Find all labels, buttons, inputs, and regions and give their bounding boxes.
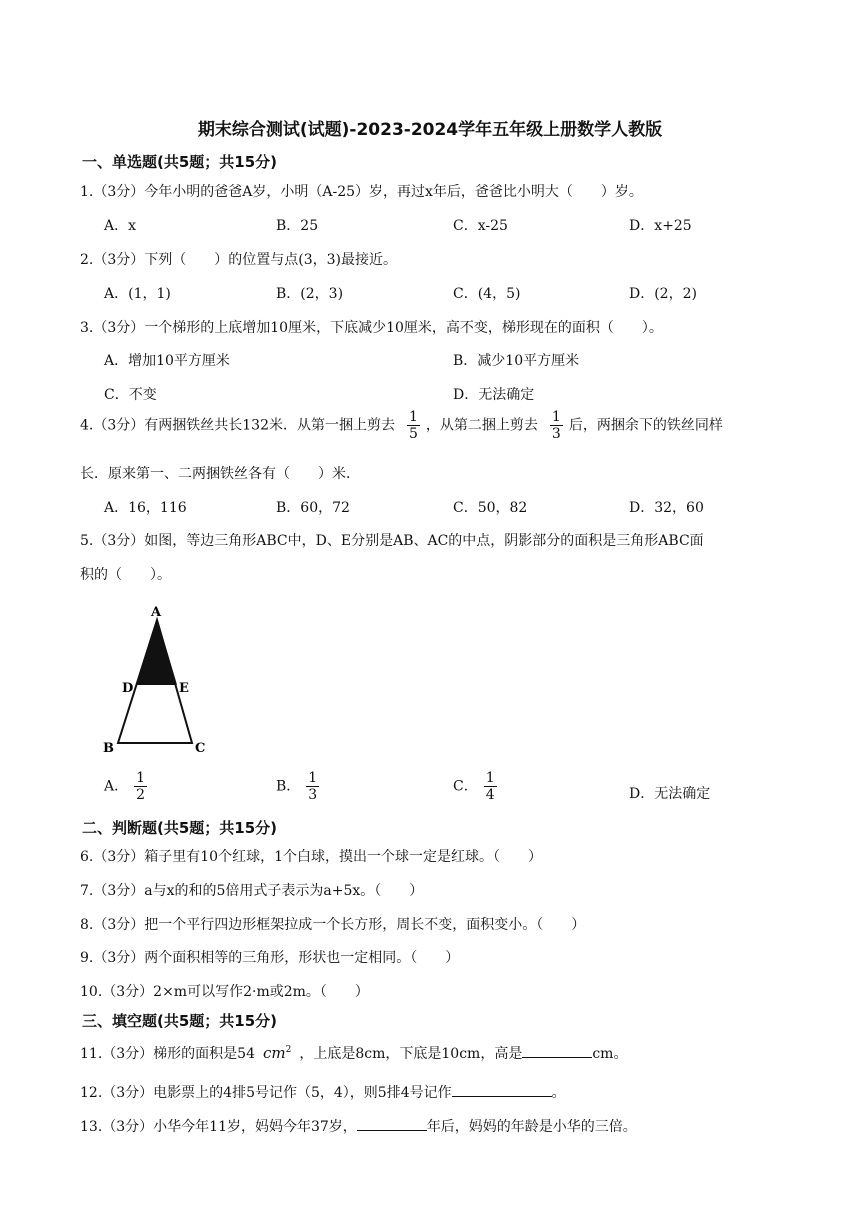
- q12-answer-blank[interactable]: [452, 1082, 552, 1097]
- vertex-label-c: C: [195, 741, 206, 756]
- q5-option-c: C． $\frac{1}{4}$: [453, 770, 495, 804]
- q4-option-a: A．16，116: [104, 500, 187, 516]
- question-13: [80, 1116, 637, 1136]
- q2-option-c: C．(4，5): [453, 286, 521, 302]
- q11-text-part3: cm。: [592, 1046, 628, 1062]
- question-9: 9.（3分）两个面积相等的三角形，形状也一定相同。（ ）: [80, 950, 460, 966]
- q4-text-part1: 4.（3分）有两捆铁丝共长132米．从第一捆上剪去: [80, 417, 395, 434]
- q4-fraction-1: [407, 409, 420, 442]
- question-2: 2.（3分）下列（ ）的位置与点(3，3)最接近。: [80, 252, 398, 268]
- question-8: 8.（3分）把一个平行四边形框架拉成一个长方形，周长不变，面积变小。（ ）: [80, 917, 586, 933]
- question-12: [80, 1082, 566, 1102]
- vertex-label-e: E: [179, 681, 189, 696]
- q11-text-part2: ，上底是8cm，下底是10cm，高是: [299, 1046, 523, 1062]
- question-4-line-2: 长．原来第一、二两捆铁丝各有（ ）米．: [80, 466, 360, 482]
- q2-option-b: B．(2，3): [276, 286, 344, 302]
- q4-fraction-1-denominator: 5: [409, 426, 418, 443]
- question-10: 10.（3分）2×m可以写作2·m或2m。（ ）: [80, 984, 369, 1000]
- unit-square-cm: $cm^2$: [263, 1044, 292, 1062]
- section-heading-true-false: 二、判断题(共5题；共15分): [82, 819, 278, 837]
- vertex-label-b: B: [103, 741, 114, 756]
- q5-option-d: D．无法确定: [629, 786, 711, 802]
- q4-text-part3: 后，两捆余下的铁丝同样: [568, 417, 723, 434]
- q13-answer-blank[interactable]: [357, 1116, 427, 1131]
- q5-option-a-fraction: $\frac{1}{2}$: [136, 770, 146, 804]
- question-5-line-2: 积的（ ）。: [80, 567, 171, 583]
- q5-option-c-fraction: $\frac{1}{4}$: [485, 770, 495, 804]
- q1-option-c: C．x-25: [453, 218, 508, 234]
- q1-option-b: B．25: [276, 218, 319, 234]
- vertex-label-a: A: [151, 605, 162, 620]
- q5-option-b: B． $\frac{1}{3}$: [276, 770, 318, 804]
- question-7: 7.（3分）a与x的和的5倍用式子表示为a+5x。（ ）: [80, 883, 424, 899]
- q4-fraction-2-numerator: 1: [551, 409, 561, 425]
- question-4-line-1: [80, 409, 723, 442]
- q3-option-a: A．增加10平方厘米: [104, 353, 230, 369]
- q4-option-d: D．32，60: [629, 500, 704, 516]
- q12-text-part1: 12.（3分）电影票上的4排5号记作（5，4），则5排4号记作: [80, 1085, 452, 1101]
- section-heading-fill-in: 三、填空题(共5题；共15分): [82, 1012, 278, 1030]
- question-5-line-1: 5.（3分）如图，等边三角形ABC中，D、E分别是AB、AC的中点，阴影部分的面积是三角形ABC面: [80, 533, 704, 549]
- q5-option-b-fraction: $\frac{1}{3}$: [308, 770, 318, 804]
- section-heading-single-choice: 一、单选题(共5题；共15分): [82, 153, 278, 171]
- q13-text-part1: 13.（3分）小华今年11岁，妈妈今年37岁，: [80, 1119, 357, 1135]
- page-title: 期末综合测试(试题)-2023-2024学年五年级上册数学人教版: [197, 120, 663, 140]
- q5-option-a: A． $\frac{1}{2}$: [104, 770, 146, 804]
- q4-text-part2: ，从第二捆上剪去: [425, 417, 538, 434]
- q3-option-c: C．不变: [104, 387, 157, 403]
- question-11: [80, 1043, 627, 1063]
- triangle-figure: [96, 598, 216, 760]
- question-1: 1.（3分）今年小明的爸爸A岁，小明（A-25）岁，再过x年后，爸爸比小明大（ ）岁。: [80, 184, 643, 200]
- q3-option-d: D．无法确定: [453, 387, 535, 403]
- question-3: 3.（3分）一个梯形的上底增加10厘米，下底减少10厘米，高不变，梯形现在的面积（ ）。: [80, 320, 663, 336]
- question-6: 6.（3分）箱子里有10个红球，1个白球，摸出一个球一定是红球。（ ）: [80, 849, 542, 865]
- q4-fraction-1-numerator: 1: [409, 409, 418, 425]
- q13-text-part2: 年后，妈妈的年龄是小华的三倍。: [426, 1119, 637, 1135]
- q1-option-a: A．x: [104, 218, 137, 234]
- q2-option-a: A．(1，1): [104, 286, 171, 302]
- q11-answer-blank[interactable]: [522, 1043, 592, 1058]
- q11-text-part1: 11.（3分）梯形的面积是54: [80, 1046, 255, 1062]
- q3-option-b: B．减少10平方厘米: [453, 353, 580, 369]
- q4-fraction-2: [550, 409, 563, 442]
- q4-option-b: B．60，72: [276, 500, 350, 516]
- q2-option-d: D．(2，2): [629, 286, 697, 302]
- vertex-label-d: D: [122, 681, 134, 696]
- q4-fraction-2-denominator: 3: [551, 426, 561, 443]
- q12-text-part2: 。: [551, 1085, 566, 1101]
- q1-option-d: D．x+25: [629, 218, 692, 234]
- q4-option-c: C．50，82: [453, 500, 528, 516]
